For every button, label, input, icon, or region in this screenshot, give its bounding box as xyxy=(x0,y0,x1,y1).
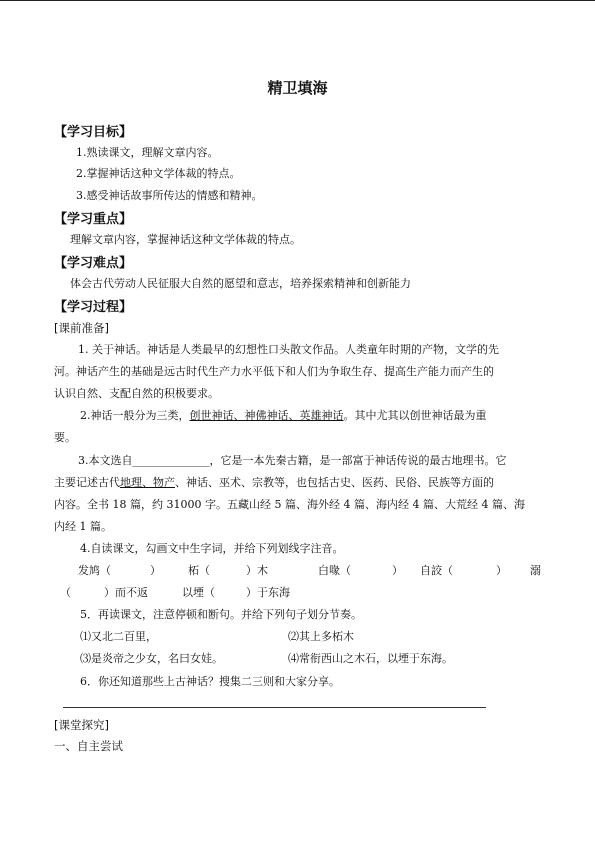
prep-p3-line4: 内经 1 篇。 xyxy=(54,520,112,533)
goal-item-3: 3.感受神话故事所传达的情感和精神。 xyxy=(76,189,263,202)
sentence-4: ⑷常衔西山之木石，以堙于东海。 xyxy=(288,652,453,665)
prep-p6-text: 6．你还知道那些上古神话？搜集二三则和大家分享。 xyxy=(80,675,340,688)
prep-p3-e: 、神话、巫术、宗教等，也包括古史、医药、民俗、民族等方面的 xyxy=(175,476,494,489)
goal-item-2: 2.掌握神话这种文学体裁的特点。 xyxy=(76,167,241,180)
prep-p3-line2 xyxy=(54,476,494,489)
answer-line[interactable] xyxy=(63,707,486,708)
pinyin-yin: 以堙（ xyxy=(182,586,215,599)
difficulty-heading: 【学习难点】 xyxy=(54,256,133,271)
sentence-3: ⑶是炎帝之少女，名曰女娃。 xyxy=(80,652,223,665)
key-heading: 【学习重点】 xyxy=(54,212,133,227)
pinyin-xiao-close: ） xyxy=(496,564,507,577)
pinyin-yin-close: ）于东海 xyxy=(246,586,290,599)
pinyin-zhe-close: ）木 xyxy=(246,564,268,577)
pinyin-xiao: 自詨（ xyxy=(420,564,453,577)
pinyin-hui: 白喙（ xyxy=(318,564,351,577)
pinyin-ni-close: ）而不返 xyxy=(104,586,148,599)
pinyin-fajiu-close: ） xyxy=(150,564,161,577)
goal-item-1: 1.熟读课文，理解文章内容。 xyxy=(76,146,219,159)
prep-heading: [课前准备] xyxy=(54,321,109,335)
prep-p3-underlined: 地理、物产 xyxy=(120,476,175,489)
prep-p2-line2: 要。 xyxy=(54,431,76,444)
difficulty-text: 体会古代劳动人民征服大自然的愿望和意志，培养探索精神和创新能力 xyxy=(70,277,411,290)
key-text: 理解文章内容，掌握神话这种文学体裁的特点。 xyxy=(70,233,301,246)
goals-heading: 【学习目标】 xyxy=(54,125,133,140)
top-rule xyxy=(0,0,595,1)
explore-item-1: 一、自主尝试 xyxy=(54,739,123,753)
prep-p5-text: 5．再读课文，注意停顿和断句。并给下列句子划分节奏。 xyxy=(80,608,362,621)
pinyin-ni-open: （ xyxy=(60,586,71,599)
prep-p3-line3: 内容。全书 18 篇，约 31000 字。五藏山经 5 篇、海外经 4 篇、海内经 4 篇、大荒经 4 篇、海 xyxy=(54,498,525,511)
sentence-1: ⑴又北二百里， xyxy=(80,630,157,643)
prep-p1-line2: 河。神话产生的基础是远古时代生产力水平低下和人们为争取生存、提高生产能力而产生的 xyxy=(54,365,494,378)
process-heading: 【学习过程】 xyxy=(54,300,133,315)
prep-p2-a: 2.神话一般分为三类， xyxy=(80,409,190,422)
sentence-2: ⑵其上多柘木 xyxy=(288,630,354,643)
prep-p2-c: 。其中尤其以创世神话最为重 xyxy=(343,409,487,422)
prep-p3-b: ，它是一本先秦古籍，是一部富于神话传说的最古地理书。它 xyxy=(209,454,507,467)
pinyin-hui-close: ） xyxy=(392,564,403,577)
prep-p2-underlined: 创世神话、神佛神话、英雄神话 xyxy=(189,409,344,422)
explore-heading: [课堂探究] xyxy=(54,718,109,732)
prep-p3-blank[interactable]: ______________ xyxy=(132,454,210,467)
pinyin-ni: 溺 xyxy=(530,564,541,577)
prep-p1-line1: 1. 关于神话。神话是人类最早的幻想性口头散文作品。人类童年时期的产物，文学的先 xyxy=(78,343,499,356)
prep-p2-line1 xyxy=(80,409,487,422)
prep-p3-c: 主要记述古代 xyxy=(54,476,120,489)
prep-p3-line1 xyxy=(78,454,507,467)
page-title: 精卫填海 xyxy=(267,79,328,97)
pinyin-fajiu: 发鸠（ xyxy=(78,564,111,577)
pinyin-zhe: 柘（ xyxy=(188,564,210,577)
prep-p1-line3: 认识自然、支配自然的积极要求。 xyxy=(54,387,219,400)
prep-p4-text: 4.自读课文，勾画文中生字词，并给下列划线字注音。 xyxy=(80,542,344,555)
prep-p3-a: 3.本文选自 xyxy=(78,454,133,467)
